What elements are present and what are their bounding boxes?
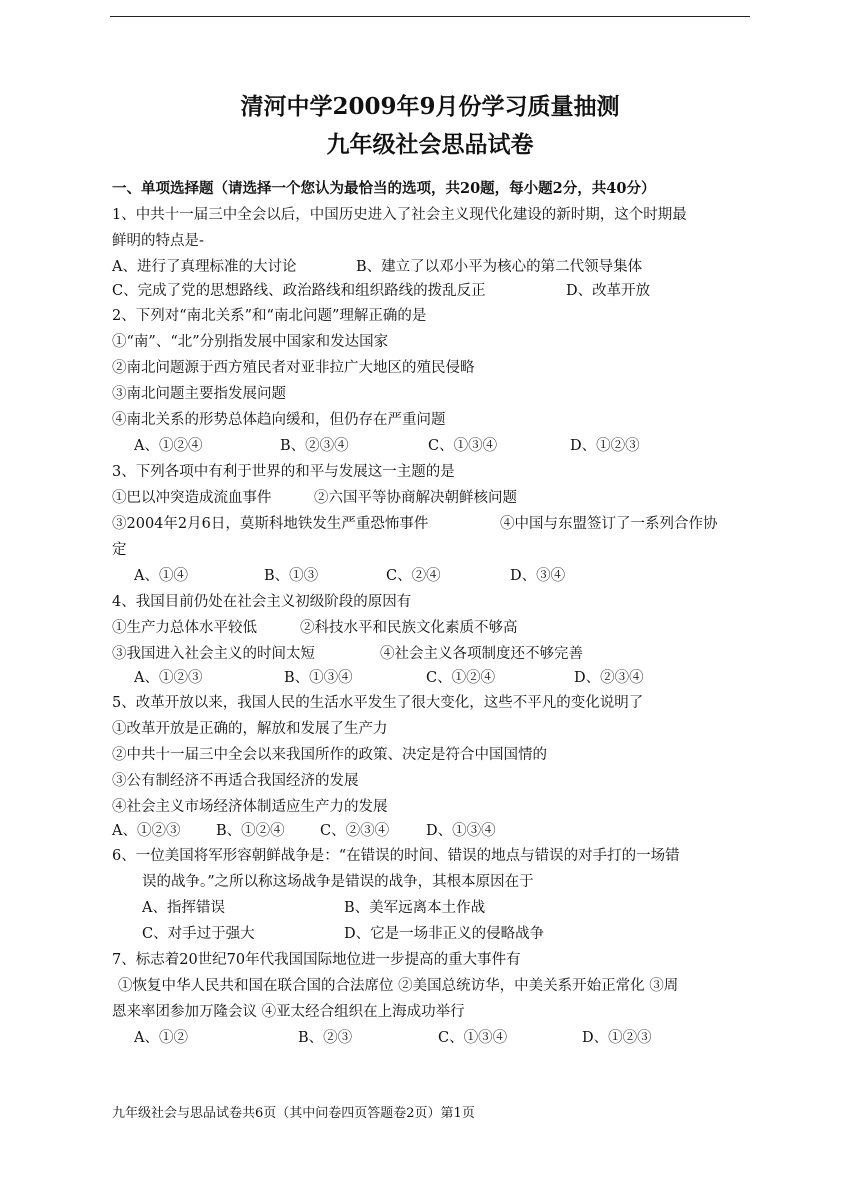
question-4-statements-34: [112, 641, 752, 667]
section-heading: 一、单项选择题（请选择一个您认为最恰当的选项，共20题，每小题2分，共40分）: [112, 180, 656, 197]
question-5-statement-3: ③公有制经济不再适合我国经济的发展: [112, 773, 359, 789]
question-2-statement-2: ②南北问题源于西方殖民者对亚非拉广大地区的殖民侵略: [112, 360, 475, 376]
question-4-options: [112, 667, 752, 690]
q4-option-c: C、①②④: [426, 670, 496, 686]
question-2-statement-3: ③南北问题主要指发展问题: [112, 386, 286, 402]
question-1-stem-line2: 鲜明的特点是-: [112, 233, 204, 249]
q4-option-b: B、①③④: [284, 670, 353, 686]
question-7-statements-line2: 恩来率团参加万隆会议 ④亚太经合组织在上海成功举行: [112, 1004, 465, 1020]
page-footer: 九年级社会与思品试卷共6页（其中问卷四页答题卷2页）第1页: [112, 1106, 475, 1121]
q3-option-c: C、②④: [386, 568, 441, 584]
q6-option-b: B、美军远离本土作战: [344, 900, 486, 916]
q3-statement-3: ③2004年2月6日，莫斯科地铁发生严重恐怖事件: [112, 516, 429, 532]
question-3-options: [112, 563, 752, 589]
question-6-stem-line1: 6、一位美国将军形容朝鲜战争是：“在错误的时间、错误的地点与错误的对手打的一场错: [112, 848, 680, 864]
q5-option-c: C、②③④: [320, 823, 390, 839]
q2-option-a: A、①②④: [134, 438, 203, 454]
question-3-statements-34: [112, 511, 752, 537]
question-6-options-cd: [112, 921, 752, 947]
q5-option-d: D、①③④: [426, 823, 496, 839]
q6-option-a: A、指挥错误: [142, 900, 225, 916]
q3-statement-4: ④中国与东盟签订了一系列合作协: [500, 516, 718, 532]
q5-option-a: A、①②③: [112, 823, 181, 839]
question-5-options: [112, 820, 752, 843]
question-5-statement-2: ②中共十一届三中全会以来我国所作的政策、决定是符合中国国情的: [112, 747, 547, 763]
q7-option-b: B、②③: [298, 1030, 353, 1046]
q3-option-a: A、①④: [134, 568, 188, 584]
q7-option-d: D、①②③: [582, 1030, 652, 1046]
question-1-stem-line1: 1、中共十一届三中全会以后，中国历史进入了社会主义现代化建设的新时期，这个时期最: [112, 207, 687, 223]
q3-statement-1: ①巴以冲突造成流血事件: [112, 490, 272, 506]
q7-option-a: A、①②: [134, 1030, 188, 1046]
q5-option-b: B、①②④: [216, 823, 285, 839]
question-2-stem: 2、下列对“南北关系”和“南北问题”理解正确的是: [112, 308, 427, 324]
question-6-options-ab: [112, 895, 752, 921]
q4-statement-3: ③我国进入社会主义的时间太短: [112, 646, 315, 662]
exam-title-line1: 清河中学2009年9月份学习质量抽测: [240, 93, 620, 120]
q2-option-d: D、①②③: [570, 438, 640, 454]
question-2-options: [112, 433, 752, 459]
question-3-statements-12: [112, 485, 752, 511]
question-1-options-cd: [112, 280, 752, 303]
q6-option-c: C、对手过于强大: [142, 926, 255, 942]
question-2-statement-4: ④南北关系的形势总体趋向缓和，但仍存在严重问题: [112, 412, 446, 428]
q1-option-a: A、进行了真理标准的大讨论: [112, 259, 297, 275]
q2-option-c: C、①③④: [428, 438, 498, 454]
question-7-options: [112, 1025, 752, 1051]
q1-option-b: B、建立了以邓小平为核心的第二代领导集体: [356, 259, 643, 275]
question-5-statement-1: ①改革开放是正确的，解放和发展了生产力: [112, 721, 388, 737]
exam-title-line2: 九年级社会思品试卷: [326, 131, 534, 158]
q3-option-b: B、①③: [264, 568, 319, 584]
q4-statement-1: ①生产力总体水平较低: [112, 620, 257, 636]
q4-option-a: A、①②③: [134, 670, 203, 686]
q3-option-d: D、③④: [510, 568, 566, 584]
question-3-statement-4-cont: 定: [112, 542, 127, 558]
q1-option-d: D、改革开放: [566, 283, 651, 299]
question-7-statements-line1: ①恢复中华人民共和国在联合国的合法席位 ②美国总统访华，中美关系开始正常化 ③周: [118, 978, 679, 994]
question-4-stem: 4、我国目前仍处在社会主义初级阶段的原因有: [112, 594, 412, 610]
question-1-options-ab: [112, 254, 752, 280]
question-3-stem: 3、下列各项中有利于世界的和平与发展这一主题的是: [112, 464, 455, 480]
q3-statement-2: ②六国平等协商解决朝鲜核问题: [314, 490, 517, 506]
question-5-statement-4: ④社会主义市场经济体制适应生产力的发展: [112, 799, 388, 815]
q4-statement-4: ④社会主义各项制度还不够完善: [380, 646, 583, 662]
q4-option-d: D、②③④: [574, 670, 644, 686]
question-6-stem-line2: 误的战争。”之所以称这场战争是错误的战争，其根本原因在于: [142, 874, 534, 890]
exam-content: [112, 176, 752, 1051]
question-5-stem: 5、改革开放以来，我国人民的生活水平发生了很大变化，这些不平凡的变化说明了: [112, 695, 644, 711]
q6-option-d: D、它是一场非正义的侵略战争: [344, 926, 545, 942]
question-7-stem: 7、标志着20世纪70年代我国国际地位进一步提高的重大事件有: [112, 952, 521, 968]
q1-option-c: C、完成了党的思想路线、政治路线和组织路线的拨乱反正: [112, 283, 486, 299]
q4-statement-2: ②科技水平和民族文化素质不够高: [300, 620, 518, 636]
q7-option-c: C、①③④: [438, 1030, 508, 1046]
q2-option-b: B、②③④: [280, 438, 349, 454]
question-2-statement-1: ①“南”、“北”分别指发展中国家和发达国家: [112, 334, 389, 350]
question-4-statements-12: [112, 615, 752, 641]
header-rule: [110, 16, 750, 17]
